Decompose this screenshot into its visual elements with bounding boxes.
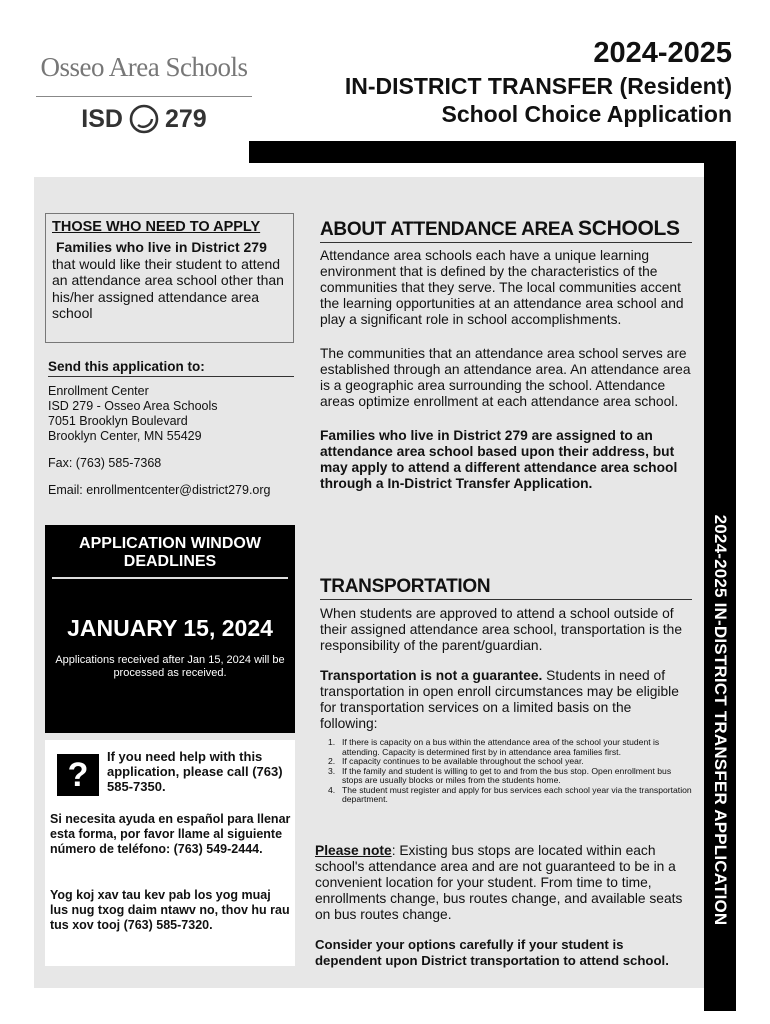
help-box: [45, 740, 295, 966]
isd-number: 279: [164, 104, 207, 133]
page-subtitle: School Choice Application: [441, 101, 732, 127]
about-section: [320, 217, 692, 492]
page-title: IN-DISTRICT TRANSFER (Resident): [344, 73, 732, 99]
list-item-text: If there is capacity on a bus within the attendance area of the school your student is attending. Capacity is determined first by in attendance area families first.: [342, 737, 660, 757]
who-apply-body: that would like their student to attend an attendance area school other than his/her assigned attendance area school: [52, 255, 284, 321]
district-logo-isd: [36, 104, 252, 134]
header-black-bar: [249, 141, 736, 163]
school-year: 2024-2025: [593, 37, 732, 69]
transportation-section: [320, 576, 692, 805]
help-english: If you need help with this application, please call (763) 585-7350.: [107, 749, 283, 794]
transportation-paragraph-2: [320, 668, 692, 732]
list-item-number: 1.: [328, 737, 336, 747]
please-note-text: : Existing bus stops are located within each school's attendance area and are not guaranteed to be in a convenient location for your student. From time to time, enrollments change, bus routes change, and available seats on bus routes change.: [315, 843, 683, 922]
who-apply-heading: THOSE WHO NEED TO APPLY: [52, 219, 261, 235]
send-heading: Send this application to:: [48, 359, 294, 377]
send-application-section: [48, 359, 294, 498]
list-item: [328, 738, 692, 757]
logo-divider: [36, 96, 252, 97]
who-needs-to-apply-box: [45, 213, 294, 343]
transportation-paragraph-2-rest: Students in need of transportation in open enroll circumstances may be eligible for transportation services on a limited basis on the following:: [320, 668, 679, 731]
about-heading-a: ABOUT ATTENDANCE AREA: [320, 219, 574, 240]
deadline-box: [45, 525, 295, 733]
list-item: [328, 786, 692, 805]
about-heading: [320, 217, 692, 243]
about-heading-b: SCHOOLS: [578, 217, 680, 240]
isd-prefix: ISD: [81, 104, 123, 133]
help-spanish: Si necesita ayuda en español para llenar esta forma, por favor llame al siguiente número de teléfono: (763) 549-2444.: [50, 812, 291, 856]
about-paragraph-3: Families who live in District 279 are assigned to an attendance area school based upon their address, but may apply to attend a different attendance area school through a In-District Transfer Application.: [320, 428, 678, 491]
deadline-note: Applications received after Jan 15, 2024 will be processed as received.: [55, 653, 285, 679]
list-item-text: The student must register and apply for bus services each school year via the transportation department.: [342, 784, 692, 804]
address-line-1: Enrollment Center: [48, 384, 149, 398]
address-line-4: Brooklyn Center, MN 55429: [48, 429, 202, 443]
transportation-warning: Transportation is not a guarantee.: [320, 668, 543, 683]
please-note-paragraph: [315, 843, 687, 923]
list-item-number: 2.: [328, 756, 336, 766]
fax-number: Fax: (763) 585-7368: [48, 456, 162, 470]
list-item-number: 3.: [328, 765, 336, 776]
district-logo-name: Osseo Area Schools: [40, 52, 248, 82]
list-item: [328, 767, 692, 786]
about-paragraph-1: Attendance area schools each have a unique learning environment that is defined by the characteristics of the communities that they serve. The local communities accent the learning opportunities at an attendance area school and play a significant role in school accomplishments.: [320, 248, 684, 327]
side-banner-text: 2024-2025 IN-DISTRICT TRANSFER APPLICATION: [711, 514, 730, 926]
transportation-paragraph-1: When students are approved to attend a school outside of their assigned attendance area school, transportation is the responsibility of the parent/guardian.: [320, 606, 683, 653]
swirl-logo-icon: [129, 104, 159, 134]
list-item-text: If the family and student is willing to get to and from the bus stop. Open enrollment bus stops are usually blocks or miles from the students home.: [342, 765, 672, 785]
who-apply-text: [52, 239, 287, 322]
about-paragraph-2: The communities that an attendance area school serves are established through an attendance area. An attendance area is a geographic area surrounding the school. Attendance areas optimize enrollment at each attendance area school.: [320, 346, 691, 409]
list-item-number: 4.: [328, 784, 336, 795]
question-icon: ?: [57, 754, 99, 796]
address-line-3: 7051 Brooklyn Boulevard: [48, 414, 188, 428]
address-line-2: ISD 279 - Osseo Area Schools: [48, 399, 218, 413]
transportation-conditions-list: [320, 738, 692, 805]
email-address[interactable]: Email: enrollmentcenter@district279.org: [48, 483, 271, 497]
deadline-title: APPLICATION WINDOW DEADLINES: [79, 535, 261, 570]
deadline-divider: [52, 577, 288, 579]
please-note-label: Please note: [315, 843, 392, 858]
list-item-text: If capacity continues to be available throughout the school year.: [342, 756, 584, 766]
who-apply-bold: Families who live in District 279: [56, 239, 267, 255]
closing-advice: Consider your options carefully if your student is dependent upon District transportation to attend school.: [315, 937, 669, 968]
help-hmong: Yog koj xav tau kev pab los yog muaj lus nug txog daim ntawv no, thov hu rau tus xov tooj (763) 585-7320.: [50, 888, 290, 932]
deadline-date: JANUARY 15, 2024: [67, 614, 273, 641]
transportation-note-section: [315, 843, 687, 969]
transportation-heading: TRANSPORTATION: [320, 576, 692, 600]
